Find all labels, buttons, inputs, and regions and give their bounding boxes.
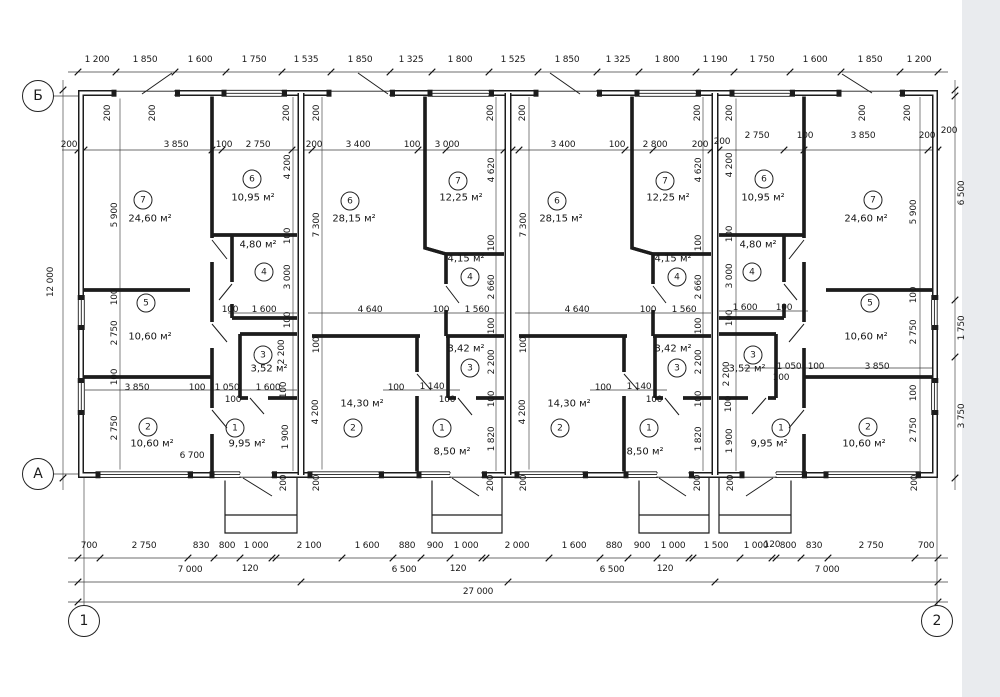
room-number-badge: 3 [744, 346, 763, 365]
dimension-label: 3 850 [124, 383, 150, 393]
dimension-label: 3 400 [550, 140, 576, 150]
room-area-label: 14,30 м² [340, 398, 384, 410]
dimension-label: 200 [940, 126, 958, 136]
dimension-label: 1 800 [447, 55, 473, 65]
dimension-label: 100 [403, 140, 421, 150]
dimension-label: 200 [725, 104, 735, 122]
room-area-label: 8,50 м² [433, 446, 471, 458]
dimension-label: 4 200 [725, 152, 735, 178]
room-number-badge: 2 [139, 418, 158, 437]
dimension-label: 100 [487, 317, 497, 335]
dimension-label: 100 [519, 336, 529, 354]
dimension-label: 200 [312, 474, 322, 492]
room-area-label: 3,52 м² [250, 363, 288, 375]
dimension-label: 1 535 [293, 55, 319, 65]
dimension-label: 4 640 [357, 305, 383, 315]
dimension-label: 200 [279, 474, 289, 492]
room-number-badge: 1 [640, 419, 659, 438]
dimension-label: 5 900 [909, 199, 919, 225]
room-number-badge: 2 [859, 418, 878, 437]
dimension-label: 100 [772, 373, 790, 383]
dimension-label: 1 600 [251, 305, 277, 315]
dimension-label: 830 [192, 541, 210, 551]
dimension-label: 1 200 [84, 55, 110, 65]
dimension-label: 200 [918, 131, 936, 141]
dimension-label: 2 200 [487, 349, 497, 375]
dimension-label: 2 660 [487, 274, 497, 300]
room-number-badge: 7 [134, 191, 153, 210]
room-area-label: 4,15 м² [654, 253, 692, 265]
dimension-label: 200 [312, 104, 322, 122]
room-area-label: 4,80 м² [739, 239, 777, 251]
room-area-label: 10,95 м² [231, 192, 275, 204]
dimension-label: 1 800 [654, 55, 680, 65]
dimension-label: 100 [487, 234, 497, 252]
dimension-label: 1 750 [957, 315, 967, 341]
dimension-label: 100 [279, 381, 289, 399]
dimension-label: 5 900 [110, 202, 120, 228]
dimension-label: 880 [398, 541, 416, 551]
dimension-label: 700 [80, 541, 98, 551]
room-number-badge: 6 [548, 192, 567, 211]
room-area-label: 4,15 м² [447, 253, 485, 265]
room-area-label: 9,95 м² [750, 438, 788, 450]
dimension-label: 1 200 [906, 55, 932, 65]
dimension-label: 1 850 [857, 55, 883, 65]
room-number-badge: 4 [461, 268, 480, 287]
dimension-label: 100 [725, 225, 735, 243]
dimension-label: 100 [432, 305, 450, 315]
dimension-label: 1 000 [243, 541, 269, 551]
dimension-label: 1 850 [132, 55, 158, 65]
dimension-label: 1 750 [241, 55, 267, 65]
dimension-lines [52, 72, 955, 607]
dimension-label: 100 [224, 395, 242, 405]
room-area-label: 4,80 м² [239, 239, 277, 251]
dimension-label: 27 000 [462, 587, 494, 597]
dimension-label: 200 [726, 474, 736, 492]
room-number-badge: 7 [449, 172, 468, 191]
dimension-label: 100 [110, 368, 120, 386]
room-number-badge: 4 [255, 263, 274, 282]
dimension-label: 1 820 [487, 426, 497, 452]
dimension-label: 100 [608, 140, 626, 150]
dimension-label: 2 000 [504, 541, 530, 551]
dimension-label: 900 [633, 541, 651, 551]
dimension-label: 3 750 [957, 403, 967, 429]
dimension-label: 100 [775, 303, 793, 313]
dimension-label: 100 [215, 140, 233, 150]
dimension-label: 100 [645, 395, 663, 405]
dimension-label: 200 [518, 104, 528, 122]
dimension-label: 1 050 [214, 383, 240, 393]
room-area-label: 3,52 м² [728, 363, 766, 375]
dimension-label: 100 [312, 336, 322, 354]
dimension-label: 1 560 [671, 305, 697, 315]
dimension-label: 100 [438, 395, 456, 405]
dimension-label: 100 [487, 390, 497, 408]
dimension-label: 1 600 [732, 303, 758, 313]
dimension-label: 200 [148, 104, 158, 122]
room-area-label: 3,42 м² [447, 343, 485, 355]
dimension-label: 4 200 [283, 154, 293, 180]
dimension-label: 1 190 [702, 55, 728, 65]
dimension-label: 4 620 [694, 157, 704, 183]
dimension-label: 1 850 [347, 55, 373, 65]
dimension-label: 200 [693, 104, 703, 122]
dimension-label: 1 140 [626, 382, 652, 392]
dimension-label: 200 [486, 104, 496, 122]
room-number-badge: 2 [551, 419, 570, 438]
room-area-label: 28,15 м² [539, 213, 583, 225]
room-number-badge: 1 [226, 419, 245, 438]
dimension-label: 830 [805, 541, 823, 551]
room-number-badge: 2 [344, 419, 363, 438]
dimension-label: 100 [387, 383, 405, 393]
dimension-label: 2 100 [296, 541, 322, 551]
room-number-badge: 4 [668, 268, 687, 287]
dimension-label: 2 750 [110, 415, 120, 441]
dimension-label: 2 750 [110, 320, 120, 346]
room-number-badge: 6 [755, 170, 774, 189]
dimension-label: 100 [807, 362, 825, 372]
dimension-label: 200 [691, 140, 709, 150]
dimension-label: 7 300 [312, 212, 322, 238]
room-area-label: 9,95 м² [228, 438, 266, 450]
dimension-label: 100 [725, 309, 735, 327]
dimension-label: 1 850 [554, 55, 580, 65]
dimension-label: 1 325 [398, 55, 424, 65]
dimension-label: 200 [282, 104, 292, 122]
dimension-label: 1 000 [453, 541, 479, 551]
dimension-label: 120 [241, 564, 259, 574]
dimension-label: 1 900 [281, 424, 291, 450]
dimension-label: 1 900 [725, 428, 735, 454]
dimension-label: 3 400 [345, 140, 371, 150]
dimension-label: 100 [594, 383, 612, 393]
dimension-label: 2 750 [909, 319, 919, 345]
room-number-badge: 1 [772, 419, 791, 438]
dimension-label: 200 [519, 474, 529, 492]
room-number-badge: 1 [433, 419, 452, 438]
dimension-label: 2 200 [722, 361, 732, 387]
room-area-label: 14,30 м² [547, 398, 591, 410]
dimension-label: 100 [283, 227, 293, 245]
dimension-label: 100 [909, 286, 919, 304]
dimension-label: 4 200 [311, 399, 321, 425]
dimension-label: 4 200 [518, 399, 528, 425]
dimension-label: 2 750 [245, 140, 271, 150]
dimension-label: 800 [779, 541, 797, 551]
room-area-label: 10,60 м² [842, 438, 886, 450]
dimension-label: 1 560 [464, 305, 490, 315]
dimension-label: 200 [910, 474, 920, 492]
dimension-label: 120 [763, 540, 781, 550]
dimension-label: 700 [917, 541, 935, 551]
room-number-badge: 4 [743, 263, 762, 282]
room-area-label: 24,60 м² [128, 213, 172, 225]
dimension-label: 12 000 [46, 266, 56, 298]
room-number-badge: 3 [668, 359, 687, 378]
dimension-label: 1 000 [660, 541, 686, 551]
axis-marker: 1 [68, 605, 100, 637]
dimension-label: 6 500 [599, 565, 625, 575]
dimension-label: 100 [188, 383, 206, 393]
dimension-label: 800 [218, 541, 236, 551]
dimension-label: 2 200 [694, 349, 704, 375]
dimension-label: 100 [796, 131, 814, 141]
room-number-badge: 7 [864, 191, 883, 210]
dimension-label: 1 525 [500, 55, 526, 65]
dimension-label: 4 620 [487, 157, 497, 183]
room-number-badge: 5 [137, 294, 156, 313]
dimension-label: 1 750 [749, 55, 775, 65]
dimension-label: 200 [305, 140, 323, 150]
room-area-label: 24,60 м² [844, 213, 888, 225]
dimension-label: 1 500 [703, 541, 729, 551]
dimension-label: 1 050 [776, 362, 802, 372]
room-number-badge: 3 [461, 359, 480, 378]
dimension-label: 1 600 [561, 541, 587, 551]
dimension-label: 200 [486, 474, 496, 492]
dimension-label: 100 [639, 305, 657, 315]
dimension-label: 880 [605, 541, 623, 551]
dimension-label: 100 [909, 384, 919, 402]
dimension-label: 120 [656, 564, 674, 574]
room-number-badge: 7 [656, 172, 675, 191]
dimension-label: 1 000 [743, 541, 769, 551]
dimension-label: 6 700 [179, 451, 205, 461]
dimension-label: 100 [110, 288, 120, 306]
dimension-label: 6 500 [391, 565, 417, 575]
dimension-label: 100 [694, 234, 704, 252]
dimension-label: 100 [694, 317, 704, 335]
dimension-label: 200 [103, 104, 113, 122]
dimension-label: 200 [713, 137, 731, 147]
room-area-label: 3,42 м² [654, 343, 692, 355]
dimension-label: 2 200 [277, 339, 287, 365]
dimension-label: 900 [426, 541, 444, 551]
dimension-label: 100 [221, 305, 239, 315]
dimension-label: 3 850 [163, 140, 189, 150]
axis-marker: Б [22, 80, 54, 112]
dimension-label: 2 800 [642, 140, 668, 150]
dimension-label: 2 660 [694, 274, 704, 300]
room-area-label: 10,60 м² [844, 331, 888, 343]
room-number-badge: 3 [254, 346, 273, 365]
dimension-label: 2 750 [131, 541, 157, 551]
dimension-label: 6 500 [957, 180, 967, 206]
dimension-label: 7 000 [177, 565, 203, 575]
dimension-label: 200 [903, 104, 913, 122]
dimension-label: 200 [693, 474, 703, 492]
dimension-label: 1 600 [255, 383, 281, 393]
room-number-badge: 6 [243, 170, 262, 189]
room-area-label: 8,50 м² [626, 446, 664, 458]
dimension-label: 4 640 [564, 305, 590, 315]
room-area-label: 10,60 м² [130, 438, 174, 450]
room-number-badge: 5 [861, 294, 880, 313]
dimension-label: 200 [858, 104, 868, 122]
room-area-label: 10,95 м² [741, 192, 785, 204]
dimension-label: 7 000 [814, 565, 840, 575]
entry-porches [225, 478, 791, 533]
axis-marker: А [22, 458, 54, 490]
dimension-label: 3 000 [725, 263, 735, 289]
dimension-label: 1 600 [802, 55, 828, 65]
dimension-label: 120 [449, 564, 467, 574]
room-number-badge: 6 [341, 192, 360, 211]
dimension-label: 100 [694, 390, 704, 408]
dimension-label: 1 600 [187, 55, 213, 65]
dimension-label: 3 000 [434, 140, 460, 150]
dimension-label: 100 [283, 311, 293, 329]
dimension-label: 200 [60, 140, 78, 150]
axis-marker: 2 [921, 605, 953, 637]
dimension-label: 1 820 [694, 426, 704, 452]
dimension-label: 1 325 [605, 55, 631, 65]
dimension-label: 2 750 [858, 541, 884, 551]
dimension-label: 2 750 [909, 417, 919, 443]
room-area-label: 10,60 м² [128, 331, 172, 343]
room-area-label: 12,25 м² [439, 192, 483, 204]
dimension-label: 3 850 [864, 362, 890, 372]
room-area-label: 12,25 м² [646, 192, 690, 204]
dimension-label: 3 850 [850, 131, 876, 141]
dimension-label: 1 600 [354, 541, 380, 551]
room-area-label: 28,15 м² [332, 213, 376, 225]
dimension-label: 3 000 [283, 264, 293, 290]
dimension-label: 1 140 [419, 382, 445, 392]
dimension-label: 2 750 [744, 131, 770, 141]
dimension-label: 7 300 [519, 212, 529, 238]
dimension-label: 100 [724, 395, 734, 413]
